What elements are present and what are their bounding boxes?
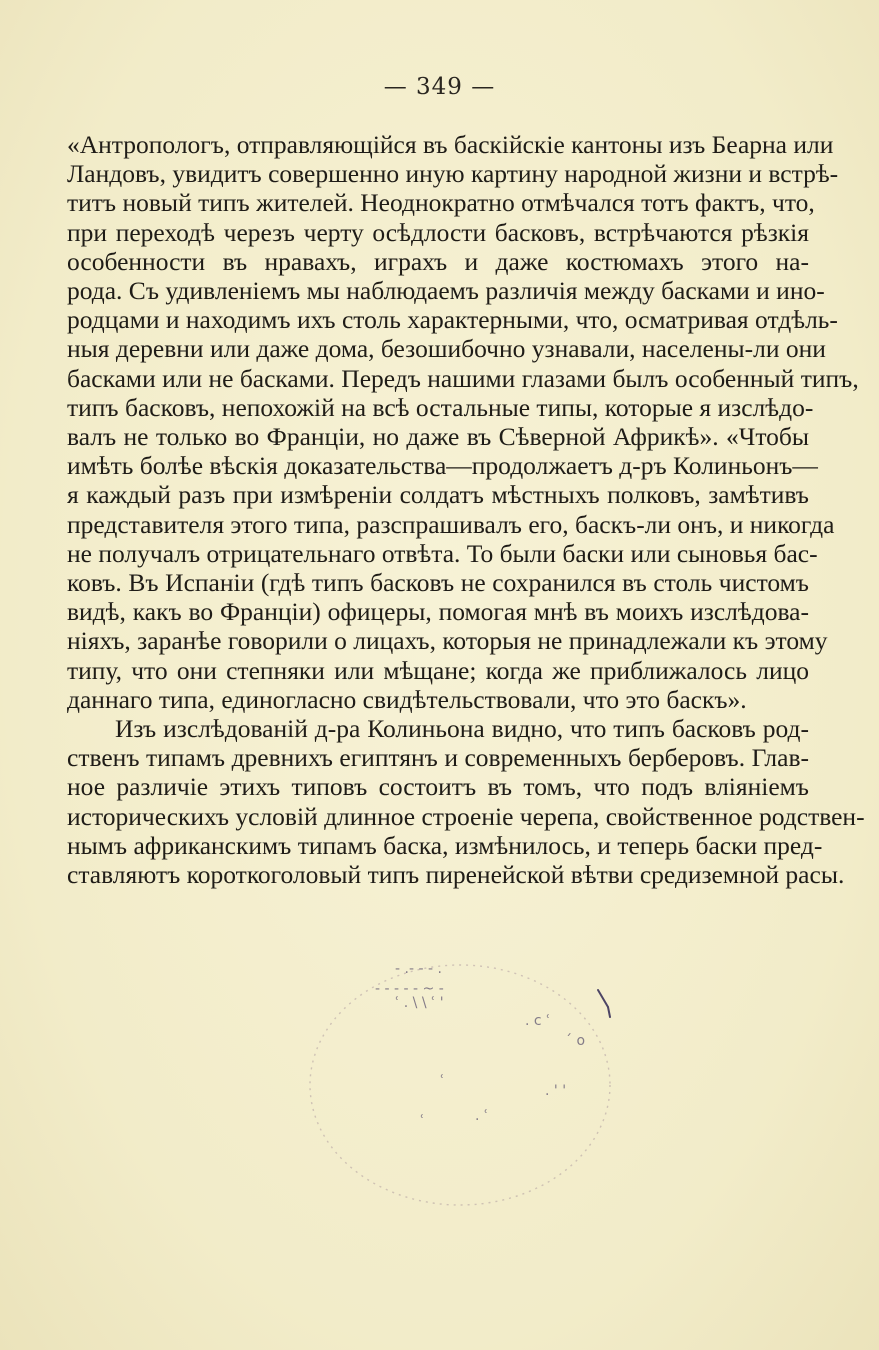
text-line: типъ басковъ, непохожій на всѣ остальные типы, которые я изслѣдо- [67, 392, 814, 422]
svg-text:ʿ: ʿ [420, 1113, 425, 1129]
svg-text:- - - - - ~ -: - - - - - ~ - [375, 981, 444, 997]
text-line: ственъ типамъ древнихъ египтянъ и современныхъ берберовъ. Глав- [67, 743, 809, 773]
svg-text:ˊ o: ˊ o [565, 1033, 586, 1049]
svg-text:ʿ: ʿ [440, 1073, 445, 1089]
text-line: ныя деревни или даже дома, безошибочно узнавали, населены-ли они [67, 334, 826, 364]
text-line: родцами и находимъ ихъ столь характерными, что, осматривая отдѣль- [67, 305, 838, 335]
text-line: нымъ африканскимъ типамъ баска, измѣнилось, и теперь баски пред- [67, 830, 823, 860]
text-line: особенности въ нравахъ, играхъ и даже костюмахъ этого на- [67, 246, 809, 276]
text-line: ковъ. Въ Испаніи (гдѣ типъ басковъ не сохранился въ столь чистомъ [67, 568, 809, 598]
text-line: рода. Съ удивленіемъ мы наблюдаемъ различія между басками и ино- [67, 276, 825, 306]
svg-text:- .- - - .: - .- - - . [395, 961, 442, 977]
text-line: историческихъ условій длинное строеніе черепа, свойственное родствен- [67, 801, 865, 831]
library-stamp [300, 945, 660, 1245]
paragraph-1 [67, 130, 859, 714]
svg-text:. c ʿ: . c ʿ [525, 1013, 551, 1029]
text-line: валъ не только во Франціи, но даже въ Сѣверной Африкѣ». «Чтобы [67, 422, 809, 452]
body-text [67, 130, 865, 890]
text-line: не получалъ отрицательнаго отвѣта. То были баски или сыновья бас- [67, 538, 818, 568]
text-line: титъ новый типъ жителей. Неоднократно отмѣчался тотъ фактъ, что, [67, 188, 815, 218]
text-line: имѣть болѣе вѣскія доказательства—продолжаетъ д-ръ Колиньонъ— [67, 451, 818, 481]
text-line: я каждый разъ при измѣреніи солдатъ мѣстныхъ полковъ, замѣтивъ [67, 480, 809, 510]
text-line: ное различіе этихъ типовъ состоитъ въ томъ, что подъ вліяніемъ [67, 772, 809, 802]
text-line: «Антропологъ, отправляющійся въ баскійскіе кантоны изъ Беарна или [67, 130, 834, 159]
text-line: ставляютъ короткоголовый типъ пиренейской вѣтви средиземной расы. [67, 860, 845, 890]
svg-text:. ' ': . ' ' [545, 1083, 567, 1099]
text-line: при переходѣ черезъ черту осѣдлости басковъ, встрѣчаются рѣзкія [67, 217, 809, 247]
page-number: — 349 — [383, 74, 496, 100]
paragraph-2 [67, 714, 865, 890]
text-line: типу, что они степняки или мѣщане; когда же приближалось лицо [67, 655, 809, 685]
text-line: Изъ изслѣдованій д-ра Колиньона видно, что типъ басковъ род- [115, 714, 809, 744]
text-line: Ландовъ, увидитъ совершенно иную картину народной жизни и встрѣ- [67, 159, 839, 189]
svg-text:ʿ . \ \ ʿ ': ʿ . \ \ ʿ ' [395, 995, 444, 1011]
text-line: даннаго типа, единогласно свидѣтельствовали, что это баскъ». [67, 684, 747, 714]
svg-text:. ʿ: . ʿ [475, 1108, 489, 1124]
text-line: ніяхъ, заранѣе говорили о лицахъ, которыя не принадлежали къ этому [67, 626, 828, 656]
text-line: видѣ, какъ во Франціи) офицеры, помогая мнѣ въ моихъ изслѣдова- [67, 597, 809, 627]
text-line: басками или не басками. Передъ нашими глазами былъ особенный типъ, [67, 363, 859, 393]
text-line: представителя этого типа, разспрашивалъ его, баскъ-ли онъ, и никогда [67, 509, 835, 539]
